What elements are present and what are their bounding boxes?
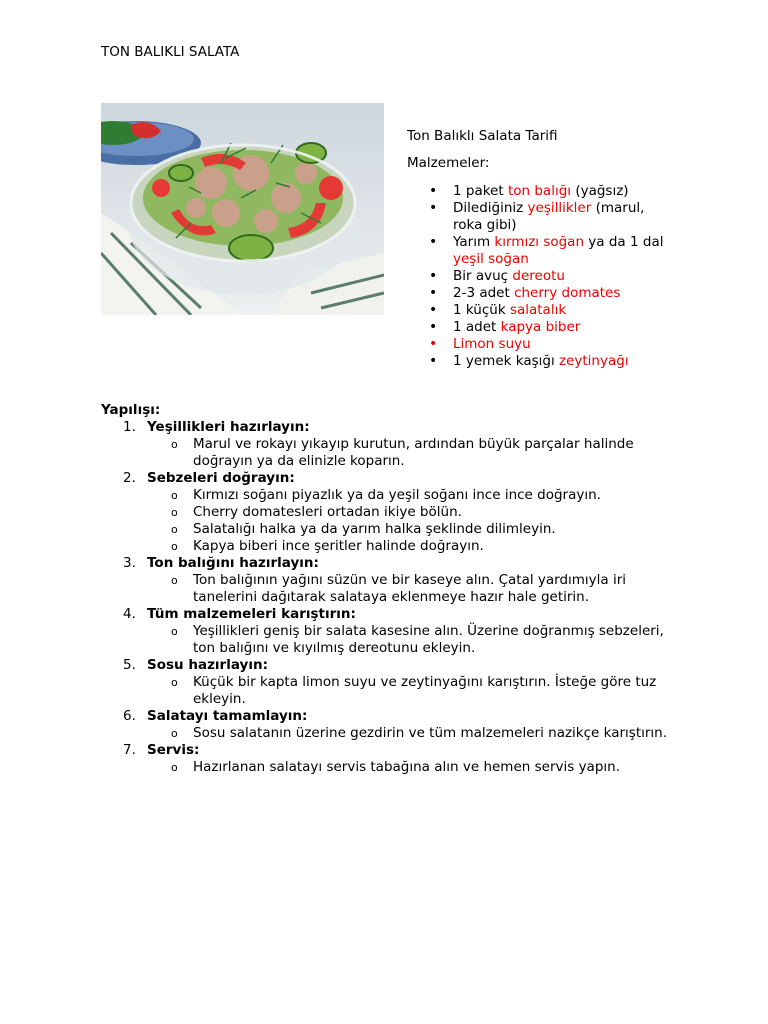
step-substeps xyxy=(147,487,681,555)
step-item xyxy=(101,419,681,470)
ingredient-text: (marul, roka gibi) xyxy=(453,200,645,233)
step-substeps xyxy=(147,572,681,606)
step-number: 6. xyxy=(123,708,136,724)
substep-text: Marul ve rokayı yıkayıp kurutun, ardından büyük parçalar halinde doğrayın ya da elinizle koparın. xyxy=(193,436,634,469)
substep-item xyxy=(147,759,681,776)
ingredient-highlight: yeşil soğan xyxy=(453,251,529,267)
salad-illustration xyxy=(101,103,384,315)
substep-text: Ton balığının yağını süzün ve bir kaseye alın. Çatal yardımıyla iri tanelerini dağıtarak salataya eklenmeye hazır hale getirin. xyxy=(193,572,627,605)
ingredient-highlight: ton balığı xyxy=(507,183,572,199)
substep-text: Sosu salatanın üzerine gezdirin ve tüm malzemeleri nazikçe karıştırın. xyxy=(193,725,668,741)
step-substeps xyxy=(147,759,681,776)
substep-item xyxy=(147,674,681,708)
substep-text: Salatalığı halka ya da yarım halka şeklinde dilimleyin. xyxy=(193,521,556,537)
substep-text: Cherry domatesleri ortadan ikiye bölün. xyxy=(193,504,462,520)
step-number: 4. xyxy=(123,606,136,622)
ingredient-highlight: yeşillikler xyxy=(527,200,592,216)
ingredient-text: 1 küçük xyxy=(453,302,510,318)
step-title: Salatayı tamamlayın: xyxy=(147,708,308,724)
bullet-icon: • xyxy=(429,336,438,352)
step-item xyxy=(101,470,681,555)
salad-photo xyxy=(101,103,384,315)
bullet-icon: • xyxy=(429,319,438,335)
substep-item xyxy=(147,725,681,742)
ingredient-highlight: Limon suyu xyxy=(453,336,531,352)
circle-bullet-icon: o xyxy=(171,438,178,451)
circle-bullet-icon: o xyxy=(171,761,178,774)
ingredient-item xyxy=(407,302,677,319)
step-item xyxy=(101,606,681,657)
step-title: Ton balığını hazırlayın: xyxy=(147,555,319,571)
document-title: TON BALIKLI SALATA xyxy=(101,44,240,60)
ingredient-text: ya da 1 dal xyxy=(584,234,664,250)
ingredient-text: Dilediğiniz xyxy=(453,200,528,216)
step-substeps xyxy=(147,623,681,657)
step-substeps xyxy=(147,436,681,470)
bullet-icon: • xyxy=(429,268,438,284)
circle-bullet-icon: o xyxy=(171,523,178,536)
bullet-icon: • xyxy=(429,234,438,250)
ingredient-text: Yarım xyxy=(453,234,495,250)
ingredient-highlight: zeytinyağı xyxy=(559,353,629,369)
substep-text: Kapya biberi ince şeritler halinde doğrayın. xyxy=(193,538,484,554)
ingredient-item xyxy=(407,234,677,268)
step-number: 5. xyxy=(123,657,136,673)
ingredient-item xyxy=(407,200,677,234)
bullet-icon: • xyxy=(429,200,438,216)
substep-item xyxy=(147,623,681,657)
step-title: Yeşillikleri hazırlayın: xyxy=(147,419,310,435)
step-number: 2. xyxy=(123,470,136,486)
instructions-heading: Yapılışı: xyxy=(101,402,161,418)
ingredient-highlight: dereotu xyxy=(512,268,565,284)
ingredient-text: Bir avuç xyxy=(453,268,513,284)
ingredients-heading: Malzemeler: xyxy=(407,155,490,171)
circle-bullet-icon: o xyxy=(171,727,178,740)
bullet-icon: • xyxy=(429,183,438,199)
substep-item xyxy=(147,572,681,606)
step-title: Servis: xyxy=(147,742,200,758)
substep-text: Kırmızı soğanı piyazlık ya da yeşil soğanı ince ince doğrayın. xyxy=(193,487,601,503)
ingredient-text: 1 yemek kaşığı xyxy=(453,353,559,369)
ingredient-text: 1 paket xyxy=(453,183,508,199)
recipe-title: Ton Balıklı Salata Tarifi xyxy=(407,128,558,144)
recipe-box xyxy=(407,128,677,370)
step-title: Sebzeleri doğrayın: xyxy=(147,470,295,486)
step-item xyxy=(101,742,681,776)
substep-text: Yeşillikleri geniş bir salata kasesine alın. Üzerine doğranmış sebzeleri, ton balığını ve kıyılmış dereotunu ekleyin. xyxy=(193,623,664,656)
instructions-section xyxy=(101,402,681,776)
substep-item xyxy=(147,521,681,538)
ingredient-text: (yağsız) xyxy=(571,183,629,199)
ingredient-highlight: kapya biber xyxy=(500,319,581,335)
ingredient-item xyxy=(407,336,677,353)
bullet-icon: • xyxy=(429,285,438,301)
step-title: Sosu hazırlayın: xyxy=(147,657,268,673)
circle-bullet-icon: o xyxy=(171,506,178,519)
circle-bullet-icon: o xyxy=(171,489,178,502)
ingredient-text: 1 adet xyxy=(453,319,501,335)
substep-item xyxy=(147,538,681,555)
ingredient-highlight: cherry domates xyxy=(514,285,621,301)
ingredient-highlight: salatalık xyxy=(509,302,567,318)
ingredient-item xyxy=(407,268,677,285)
step-substeps xyxy=(147,725,681,742)
substep-item xyxy=(147,504,681,521)
step-item xyxy=(101,555,681,606)
substep-text: Hazırlanan salatayı servis tabağına alın ve hemen servis yapın. xyxy=(193,759,620,775)
substep-item xyxy=(147,487,681,504)
step-number: 3. xyxy=(123,555,136,571)
circle-bullet-icon: o xyxy=(171,540,178,553)
circle-bullet-icon: o xyxy=(171,625,178,638)
substep-text: Küçük bir kapta limon suyu ve zeytinyağını karıştırın. İsteğe göre tuz ekleyin. xyxy=(193,674,657,707)
circle-bullet-icon: o xyxy=(171,676,178,689)
step-substeps xyxy=(147,674,681,708)
ingredient-text: 2-3 adet xyxy=(453,285,515,301)
ingredient-item xyxy=(407,353,677,370)
step-title: Tüm malzemeleri karıştırın: xyxy=(147,606,356,622)
ingredient-item xyxy=(407,319,677,336)
ingredient-item xyxy=(407,183,677,200)
bullet-icon: • xyxy=(429,302,438,318)
step-item xyxy=(101,708,681,742)
instructions-list xyxy=(101,419,681,776)
ingredient-item xyxy=(407,285,677,302)
substep-item xyxy=(147,436,681,470)
bullet-icon: • xyxy=(429,353,438,369)
step-item xyxy=(101,657,681,708)
circle-bullet-icon: o xyxy=(171,574,178,587)
ingredients-list xyxy=(407,183,677,370)
step-number: 7. xyxy=(123,742,136,758)
step-number: 1. xyxy=(123,419,136,435)
ingredient-highlight: kırmızı soğan xyxy=(494,234,585,250)
